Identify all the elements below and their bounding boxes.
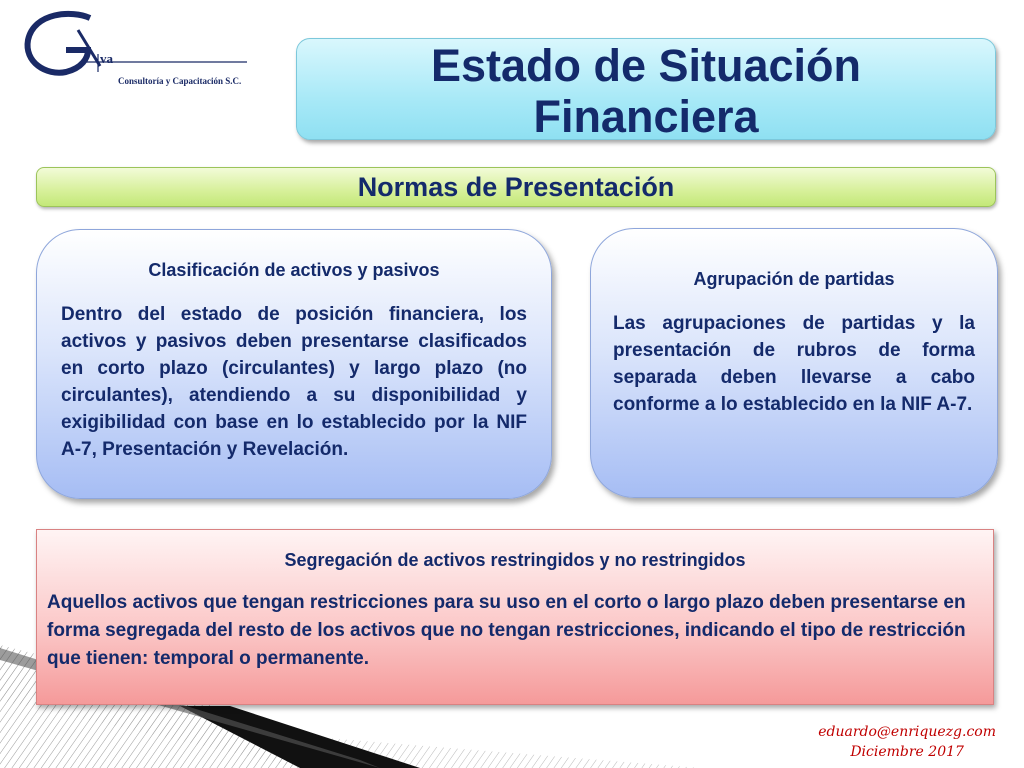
- company-logo: [22, 10, 252, 85]
- grouping-panel: [590, 228, 998, 498]
- grouping-body: Las agrupaciones de partidas y la presentación de rubros de forma separada deben llevarse a cabo conforme a lo establecido en la NIF A-7.: [613, 313, 975, 415]
- classification-panel: [36, 229, 552, 499]
- section-subtitle: [36, 167, 996, 207]
- grouping-heading: Agrupación de partidas: [693, 269, 895, 289]
- subtitle-text: Normas de Presentación: [357, 172, 675, 202]
- classification-body: Dentro del estado de posición financiera, los activos y pasivos deben presentarse clasificados en corto plazo (circulantes) y largo plazo (no circulantes), atendiendo a su disponibilidad y exigibilidad con base en lo establecido por la NIF A-7, Presentación y Revelación.: [61, 304, 527, 460]
- segregation-heading: Segregación de activos restringidos y no restringidos: [284, 550, 746, 570]
- logo-company-name: Consultoría y Capacitación S.C.: [118, 76, 242, 86]
- title-line-1: Estado de Situación: [430, 40, 862, 91]
- classification-heading: Clasificación de activos y pasivos: [148, 260, 440, 280]
- g-logo-icon: [22, 10, 252, 85]
- segregation-panel: [36, 529, 994, 705]
- title-line-2: Financiera: [533, 91, 759, 142]
- footer-date: Diciembre 2017: [850, 744, 964, 760]
- logo-initials: va: [100, 51, 113, 66]
- segregation-body: Aquellos activos que tengan restricciones para su uso en el corto o largo plazo deben presentarse en forma segregada del resto de los activos que no tengan restricciones, indicando el tipo de restricción que tienen: temporal o permanente.: [47, 592, 966, 669]
- page-title: [296, 38, 996, 140]
- footer-email: eduardo@enriquezg.com: [818, 724, 996, 740]
- footer: [818, 722, 996, 762]
